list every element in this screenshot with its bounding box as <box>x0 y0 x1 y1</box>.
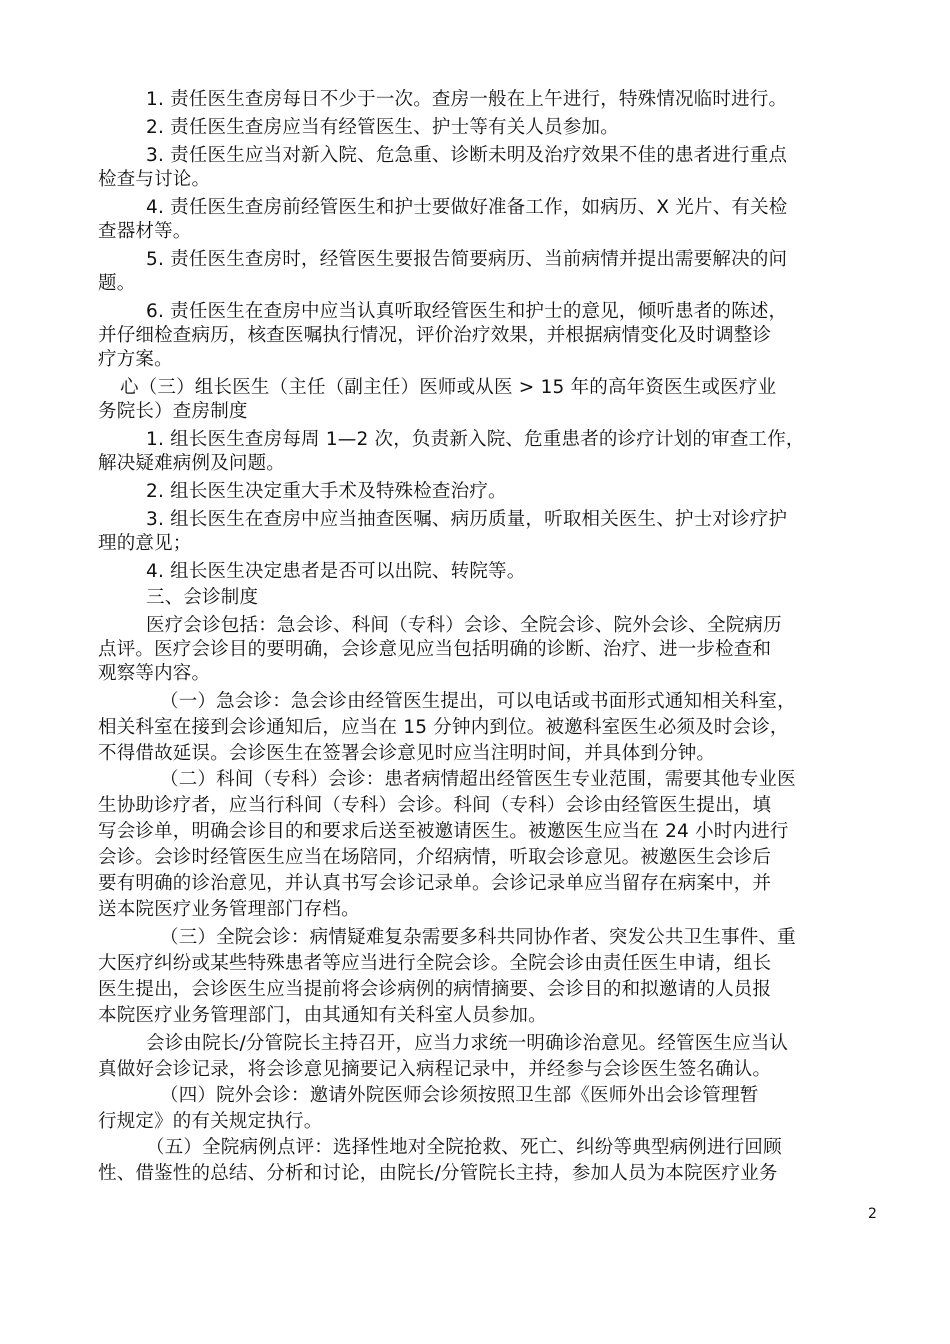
text-line: 本院医疗业务管理部门，由其通知有关科室人员参加。 <box>98 1005 547 1026</box>
text-line: 生协助诊疗者，应当行科间（专科）会诊。科间（专科）会诊由经管医生提出，填 <box>98 795 772 816</box>
text-line: 6. 责任医生在查房中应当认真听取经管医生和护士的意见，倾听患者的陈述， <box>146 301 788 322</box>
text-line: 点评。医疗会诊目的要明确，会诊意见应当包括明确的诊断、治疗、进一步检查和 <box>98 639 772 660</box>
text-line: 3. 责任医生应当对新入院、危急重、诊断未明及治疗效果不佳的患者进行重点 <box>146 145 788 166</box>
text-line: （四）院外会诊：邀请外院医师会诊须按照卫生部《医师外出会诊管理暂 <box>160 1085 759 1106</box>
text-line: 务院长）查房制度 <box>98 401 248 422</box>
text-line: 3. 组长医生在查房中应当抽查医嘱、病历质量，听取相关医生、护士对诊疗护 <box>146 509 788 530</box>
text-line: 医疗会诊包括：急会诊、科间（专科）会诊、全院会诊、院外会诊、全院病历 <box>146 615 782 636</box>
text-line: 会诊。会诊时经管医生应当在场陪同，介绍病情，听取会诊意见。被邀医生会诊后 <box>98 847 772 868</box>
text-line: 观察等内容。 <box>98 663 211 684</box>
text-line: 不得借故延误。会诊医生在签署会诊意见时应当注明时间，并具体到分钟。 <box>98 743 716 764</box>
text-line: 检查与讨论。 <box>98 169 211 190</box>
text-line: 性、借鉴性的总结、分析和讨论，由院长/分管院长主持，参加人员为本院医疗业务 <box>98 1163 778 1184</box>
text-line: 5. 责任医生查房时，经管医生要报告简要病历、当前病情并提出需要解决的问 <box>146 249 788 270</box>
text-line: 真做好会诊记录，将会诊意见摘要记入病程记录中，并经参与会诊医生签名确认。 <box>98 1059 772 1080</box>
text-line: 查器材等。 <box>98 221 192 242</box>
text-line: 疗方案。 <box>98 349 173 370</box>
text-line: （五）全院病例点评：选择性地对全院抢救、死亡、纠纷等典型病例进行回顾 <box>146 1137 782 1158</box>
text-line: 4. 组长医生决定患者是否可以出院、转院等。 <box>146 561 526 582</box>
text-line: 医生提出，会诊医生应当提前将会诊病例的病情摘要、会诊目的和拟邀请的人员报 <box>98 979 772 1000</box>
text-line: 大医疗纠纷或某些特殊患者等应当进行全院会诊。全院会诊由责任医生申请，组长 <box>98 953 772 974</box>
text-line: （三）全院会诊：病情疑难复杂需要多科共同协作者、突发公共卫生事件、重 <box>160 927 796 948</box>
text-line: 1. 责任医生查房每日不少于一次。查房一般在上午进行，特殊情况临时进行。 <box>146 89 788 110</box>
text-line: 4. 责任医生查房前经管医生和护士要做好准备工作，如病历、X 光片、有关检 <box>146 197 788 218</box>
text-line: 要有明确的诊治意见，并认真书写会诊记录单。会诊记录单应当留存在病案中，并 <box>98 873 772 894</box>
text-line: 解决疑难病例及问题。 <box>98 453 286 474</box>
text-line: （一）急会诊：急会诊由经管医生提出，可以电话或书面形式通知相关科室， <box>160 691 796 712</box>
text-line: （二）科间（专科）会诊：患者病情超出经管医生专业范围，需要其他专业医 <box>160 769 796 790</box>
text-line: 会诊由院长/分管院长主持召开，应当力求统一明确诊治意见。经管医生应当认 <box>146 1033 789 1054</box>
text-line: 2. 责任医生查房应当有经管医生、护士等有关人员参加。 <box>146 117 619 138</box>
page-number: 2 <box>868 1206 877 1222</box>
text-line: 心（三）组长医生（主任（副主任）医师或从医 > 15 年的高年资医生或医疗业 <box>120 377 777 398</box>
text-line: 相关科室在接到会诊通知后，应当在 15 分钟内到位。被邀科室医生必须及时会诊， <box>98 717 789 738</box>
text-line: 题。 <box>98 273 136 294</box>
text-line: 2. 组长医生决定重大手术及特殊检查治疗。 <box>146 481 507 502</box>
text-line: 行规定》的有关规定执行。 <box>98 1111 323 1132</box>
text-line: 1. 组长医生查房每周 1—2 次，负责新入院、危重患者的诊疗计划的审查工作， <box>146 429 805 450</box>
text-line: 三、会诊制度 <box>146 587 259 608</box>
text-line: 写会诊单，明确会诊目的和要求后送至被邀请医生。被邀医生应当在 24 小时内进行 <box>98 821 789 842</box>
text-line: 并仔细检查病历，核查医嘱执行情况，评价治疗效果，并根据病情变化及时调整诊 <box>98 325 772 346</box>
text-line: 理的意见； <box>98 533 192 554</box>
text-line: 送本院医疗业务管理部门存档。 <box>98 899 360 920</box>
